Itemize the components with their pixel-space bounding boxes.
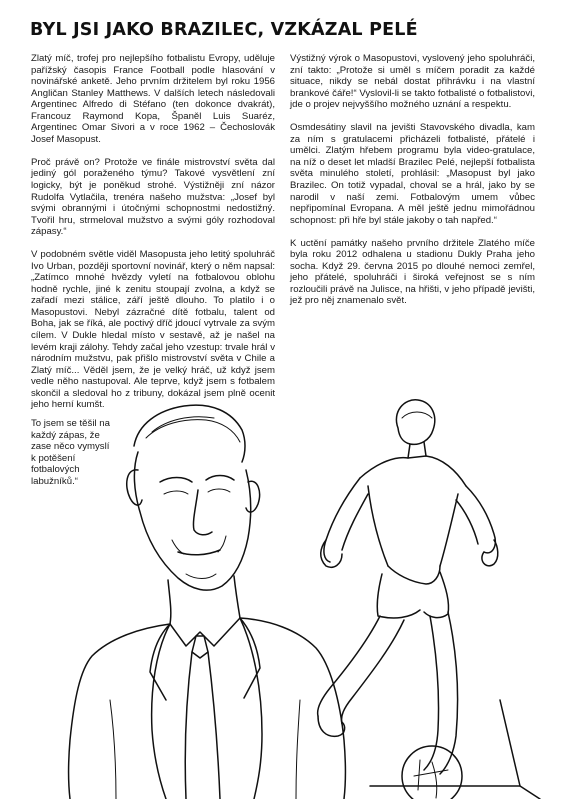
paragraph-urban-quote-tail: To jsem se těšil na každý zápas, že zase něco vymyslí k potěšení fotbalových labužníků.“ [31, 418, 110, 487]
paragraph-eightieth-birthday: Osmdesátiny slavil na jevišti Stavovského divadla, kam za ním s gratulacemi přicházeli fotbalisté, přátelé i umělci. Zlatým hřebem programu byla video-gratulace, na níž o deset let mladší Brazilec Pelé, nejlepší fotbalista světa minulého století, prohlásil: „Masopust byl jako Brazilec. On totiž vypadal, choval se a hrál, jako by se narodil v naší zemi. Fotbalovým umem vůbec nepřipomínal Evropana. A měl ještě jednu mimořádnou schopnost: při hře byl stále jakoby o tah napřed.“ [290, 122, 535, 226]
portrait-drawing [69, 405, 346, 799]
paragraph-urban-quote: V podobném světle viděl Masopusta jeho letitý spoluhráč Ivo Urban, později sportovní novinář, který o něm napsal: „Zatímco mnohé hvězdy vyletí na fotbalovou oblohu hodně rychle, jiné k zenitu stoupají zvolna, a když se zařadí mezi stálice, září ještě dlouho. To platilo i o Masopustovi. Nebyl zázračné dítě fotbalu, talent od Boha, jak se říká, ale poctivý dříč jdoucí vytrvale za svým cílem. V Dukle hledal místo v sestavě, až je našel na levém kraji zálohy. Tehdy začal jeho vzestup: trvale hrál v národním mužstvu, pak přišlo mistrovství světa v Chile a Zlatý míč... Věděl jsem, že je velký hráč, už když jsem vedle něho nastupoval. Ale teprve, když jsem s fotbalem skončil a sledoval ho z tribuny, dokázal jsem plně ocenit jeho herní kumšt. [31, 249, 275, 411]
paragraph-statue: K uctění památky našeho prvního držitele Zlatého míče byla roku 2012 odhalena u stadionu Dukly Praha jeho socha. Když 29. června 2015 po dlouhé nemoci zemřel, jeho přátelé, spoluhráči i široká veřejnost se s ním rozloučili právě na Julisce, na hřišti, v jeho případě jevišti, jež pro něj znamenalo svět. [290, 237, 535, 307]
paragraph-golden-ball: Zlatý míč, trofej pro nejlepšího fotbalistu Evropy, uděluje pařížský časopis France Football podle hlasování v novinářské anketě. Jeho prvním držitelem byl roku 1956 Angličan Stanley Matthews. V dalších letech následovali Argentinec Alfredo di Stéfano (ten dokonce dvakrát), Francouz Raymond Kopa, Španěl Luis Suaréz, Argentinec Omar Sivori a v roce 1962 – Čechoslovák Josef Masopust. [31, 53, 275, 145]
article-title: BYL JSI JAKO BRAZILEC, VZKÁZAL PELÉ [30, 20, 418, 40]
paragraph-teammates-quote: Výstižný výrok o Masopustovi, vyslovený jeho spoluhráči, zní takto: „Protože si uměl s míčem poradit za každé situace, nikdy se nebál dostat přihrávku i na vlastní brankové čáře!“ Vyslovil-li se takto fotbalisté o fotbalistovi, jde o projev nejvyššího možného uznání a respektu. [290, 53, 535, 111]
paragraph-why-him: Proč právě on? Protože ve finále mistrovství světa dal jediný gól poraženého týmu? Takové vysvětlení zní logicky, být je poněkud strohé. Výstižněji zní názor Rudolfa Vytlačila, trenéra našeho mužstva: „Josef byl svými obrannými i útočnými schopnostmi nedostižný. Tvořil hru, strmeloval mužstvo a svými góly rozhodoval zápasy.“ [31, 156, 275, 238]
statue-drawing [318, 400, 540, 799]
